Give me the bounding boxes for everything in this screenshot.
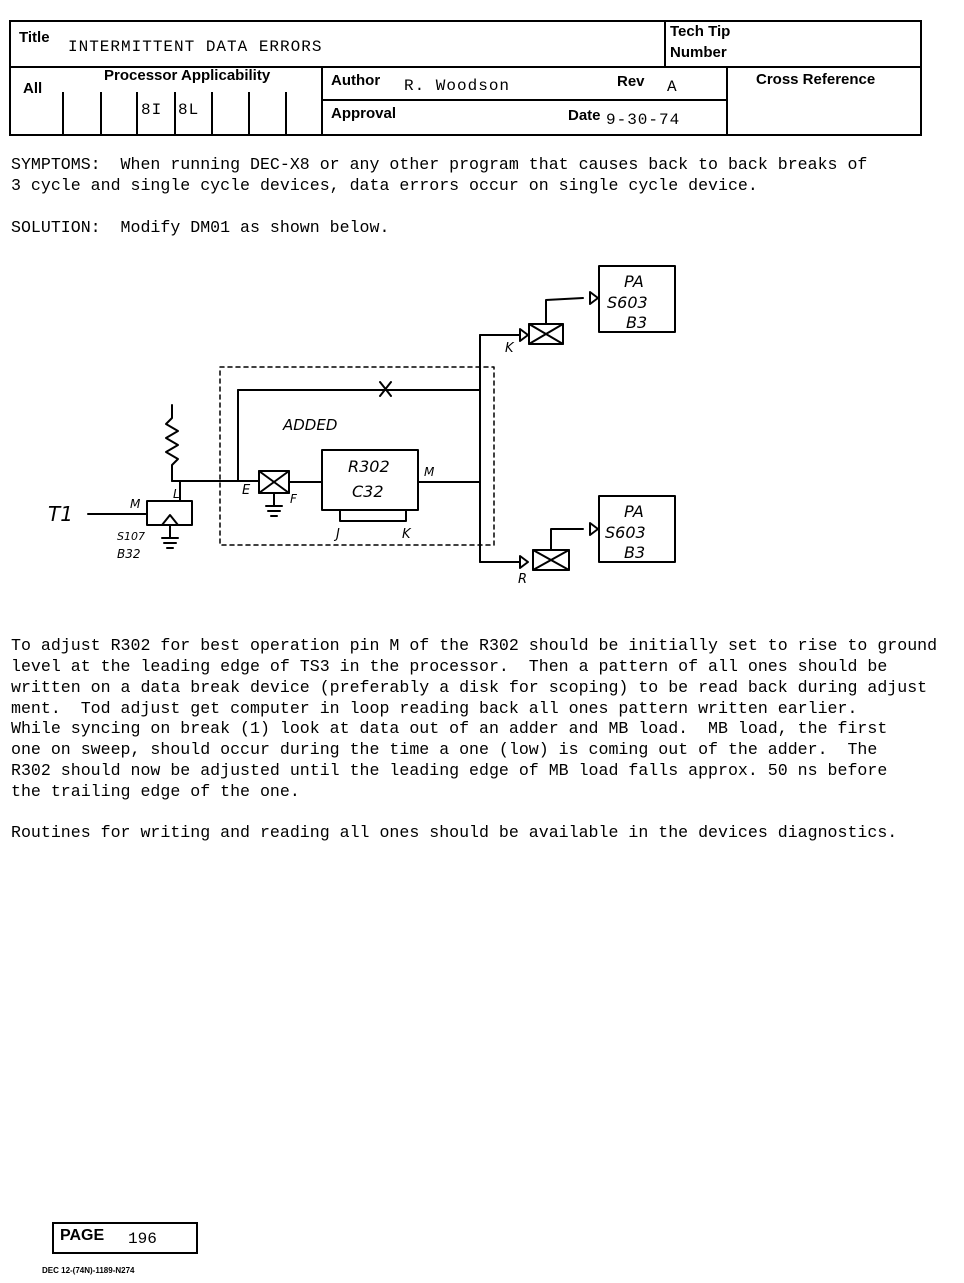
pin-e: E — [242, 483, 251, 498]
date-value: 9-30-74 — [606, 111, 681, 129]
proc-cell-8l: 8L — [178, 101, 200, 119]
rev-value: A — [667, 78, 678, 96]
adjust-line-8: the trailing edge of the one. — [11, 782, 300, 801]
title-label: Title — [19, 29, 50, 46]
author-label: Author — [331, 72, 381, 89]
author-value: R. Woodson — [404, 77, 511, 95]
approval-label: Approval — [331, 105, 397, 122]
pin-k-inner: K — [402, 527, 411, 542]
pa-bottom-line1: PA — [624, 502, 644, 521]
adjust-line-2: level at the leading edge of TS3 in the processor. Then a pattern of all ones should be — [11, 657, 888, 676]
routines-line: Routines for writing and reading all ones should be available in the devices diagnostics. — [11, 823, 898, 842]
adjust-line-7: R302 should now be adjusted until the leading edge of MB load falls approx. 50 ns before — [11, 761, 888, 780]
s107-gate — [147, 501, 192, 525]
page-number: 196 — [128, 1230, 157, 1248]
proc-cell-8i: 8I — [141, 101, 163, 119]
rev-label: Rev — [617, 73, 645, 90]
form-number: DEC 12-(74N)-1189-N274 — [42, 1266, 135, 1275]
symptoms-line-2: 3 cycle and single cycle devices, data errors occur on single cycle device. — [11, 176, 758, 195]
adjust-line-4: ment. Tod adjust get computer in loop reading back all ones pattern written earlier. — [11, 699, 858, 718]
pin-j: J — [336, 527, 340, 542]
solution-line: SOLUTION: Modify DM01 as shown below. — [11, 218, 390, 237]
c32-label: C32 — [352, 482, 384, 501]
r302-label: R302 — [348, 457, 390, 476]
tech-tip-number-label: Number — [670, 44, 727, 61]
symptoms-line-1: SYMPTOMS: When running DEC-X8 or any other program that causes back to back breaks of — [11, 155, 868, 174]
document-title: INTERMITTENT DATA ERRORS — [68, 38, 323, 56]
all-label: All — [23, 80, 43, 97]
tech-tip-label: Tech Tip — [670, 23, 731, 40]
pa-bottom-line3: B3 — [624, 543, 646, 562]
pin-r: R — [518, 572, 528, 587]
pa-bottom-line2: S603 — [605, 523, 646, 542]
added-label: ADDED — [283, 416, 338, 434]
pullup-resistor — [166, 405, 178, 481]
pa-top-line1: PA — [624, 272, 644, 291]
page-label: PAGE — [60, 1227, 105, 1244]
adjust-line-6: one on sweep, should occur during the time a one (low) is coming out of the adder. The — [11, 740, 878, 759]
added-region-box — [220, 367, 494, 545]
pin-l: L — [173, 487, 180, 501]
s107-label: S107 — [117, 530, 145, 543]
pin-f: F — [290, 492, 297, 506]
processor-applicability-label: Processor Applicability — [104, 67, 271, 84]
date-label: Date — [568, 107, 601, 124]
t1-label: T1 — [48, 502, 73, 526]
pa-top-line2: S603 — [607, 293, 648, 312]
adjust-line-3: written on a data break device (preferably a disk for scoping) to be read back during adjust — [11, 678, 928, 697]
adjust-line-5: While syncing on break (1) look at data out of an adder and MB load. MB load, the first — [11, 719, 888, 738]
cross-reference-label: Cross Reference — [756, 71, 876, 88]
b32-label: B32 — [117, 547, 141, 561]
adjust-line-1: To adjust R302 for best operation pin M of the R302 should be initially set to rise to ground — [11, 636, 938, 655]
page-number-box — [52, 1222, 198, 1254]
pin-m-right: M — [424, 465, 435, 479]
pin-m-left: M — [130, 497, 141, 511]
pa-top-line3: B3 — [626, 313, 648, 332]
pin-k-outer: K — [505, 341, 514, 356]
